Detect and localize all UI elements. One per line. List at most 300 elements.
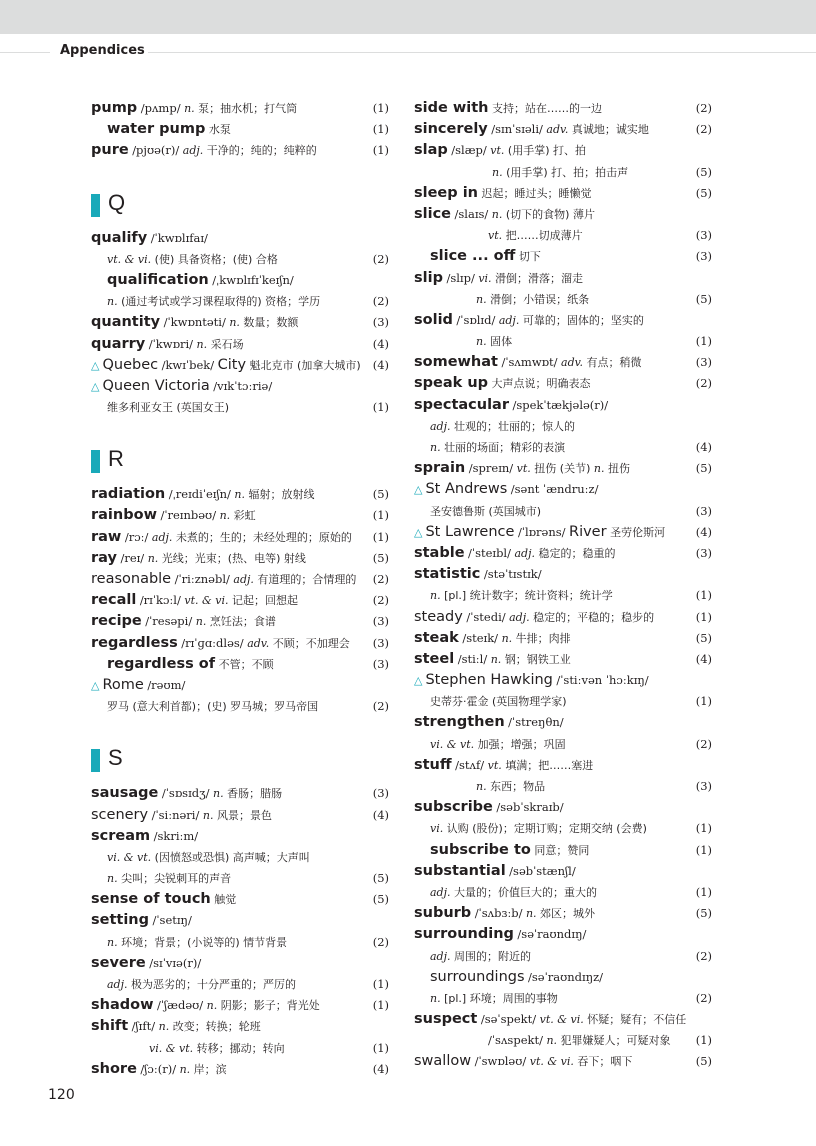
unit-number: (3) xyxy=(372,614,389,629)
definition: [pl.] 统计数字；统计资料；统计学 xyxy=(444,589,613,603)
letter-section-heading xyxy=(91,444,389,484)
part-of-speech: vi. xyxy=(478,271,492,285)
glossary-entry xyxy=(414,204,712,225)
pronunciation: /ˈstiːvən ˈhɔːkɪŋ/ xyxy=(556,673,649,688)
definition: 真诚地；诚实地 xyxy=(571,123,649,137)
headword: spectacular xyxy=(414,396,509,413)
glossary-entry xyxy=(91,249,389,270)
glossary-entry xyxy=(91,312,389,333)
unit-number: (3) xyxy=(695,355,712,370)
letter-section-heading xyxy=(91,743,389,783)
pronunciation: /ˌreɪdiˈeɪʃn/ xyxy=(168,487,231,502)
definition: 数量；数额 xyxy=(243,316,299,330)
pronunciation: /ˈsɒlɪd/ xyxy=(456,312,496,327)
definition: 不顾；不加理会 xyxy=(272,636,350,650)
pronunciation: /ˈʃædəʊ/ xyxy=(156,998,204,1013)
pronunciation: /ˈlɒrəns/ xyxy=(517,524,566,539)
pronunciation: /rɪˈkɔːl/ xyxy=(139,593,181,608)
headword: slice xyxy=(414,205,452,222)
headword: water pump xyxy=(107,121,206,138)
unit-number: (2) xyxy=(695,122,712,137)
headword: slip xyxy=(414,269,443,286)
headword: subscribe xyxy=(414,799,493,816)
part-of-speech: n. xyxy=(107,872,118,886)
unit-number: (2) xyxy=(372,294,389,309)
part-of-speech: vt. xyxy=(490,144,505,158)
definition: 采石场 xyxy=(210,337,244,351)
pronunciation: /ʃɔː(r)/ xyxy=(140,1061,177,1076)
headword: sprain xyxy=(414,460,466,477)
definition: 郊区；城外 xyxy=(540,907,596,921)
glossary-entry xyxy=(91,484,389,505)
definition: 大量的；价值巨大的；重大的 xyxy=(454,885,598,899)
unit-number: (5) xyxy=(695,1054,712,1069)
headword: sleep in xyxy=(414,184,478,201)
pronunciation: /ˈsiːnəri/ xyxy=(151,807,200,822)
glossary-entry xyxy=(414,1030,712,1051)
definition: 稳定的；平稳的；稳步的 xyxy=(533,610,655,624)
glossary-entry xyxy=(414,225,712,246)
glossary-entry xyxy=(414,310,712,331)
headword: ray xyxy=(91,549,117,566)
definition: 未煮的；生的；未经处理的；原始的 xyxy=(175,530,352,544)
glossary-entry xyxy=(414,628,712,649)
part-of-speech: n. xyxy=(491,207,503,221)
glossary-entry xyxy=(414,734,712,755)
definition: 犯罪嫌疑人；可疑对象 xyxy=(560,1034,671,1048)
definition: 扭伤 (关节) xyxy=(534,462,591,476)
unit-number: (1) xyxy=(372,977,389,991)
pronunciation: /ˈresəpi/ xyxy=(145,614,193,629)
glossary-entry xyxy=(414,946,712,967)
unit-number: (2) xyxy=(695,101,712,115)
foreign-name-marker-icon: △ xyxy=(414,674,423,688)
foreign-name-marker-icon: △ xyxy=(414,483,423,497)
glossary-entry xyxy=(414,691,712,712)
glossary-entry xyxy=(414,373,712,394)
definition: 彩虹 xyxy=(233,509,256,523)
definition: 把……切成薄片 xyxy=(505,229,583,243)
headword: surrounding xyxy=(414,926,514,943)
glossary-entry xyxy=(414,840,712,861)
pronunciation: /ˈkwɒri/ xyxy=(148,336,194,351)
pronunciation: /vɪkˈtɔːriə/ xyxy=(213,378,273,393)
glossary-entry xyxy=(91,611,389,632)
unit-number: (1) xyxy=(372,122,389,137)
unit-number: (2) xyxy=(372,251,389,266)
definition: 改变；转换；轮班 xyxy=(172,1020,261,1034)
part-of-speech: n. xyxy=(184,102,195,115)
glossary-entry xyxy=(91,910,389,931)
definition: 水泵 xyxy=(208,123,231,137)
section-letter: S xyxy=(108,745,123,771)
headword: Quebec xyxy=(102,356,159,373)
pronunciation: /ˈstedi/ xyxy=(466,609,506,624)
glossary-entry xyxy=(414,119,712,140)
pronunciation: /ˈsɒsɪdʒ/ xyxy=(161,786,210,801)
part-of-speech: n. xyxy=(476,780,487,793)
definition: (用手掌) 打、拍；拍击声 xyxy=(506,165,629,179)
part-of-speech: adv. xyxy=(546,123,569,137)
part-of-speech: n. xyxy=(546,1034,558,1048)
part-of-speech: n. xyxy=(430,991,441,1005)
pronunciation: /səˈraʊndɪŋ/ xyxy=(517,927,587,942)
part-of-speech: n. xyxy=(430,589,441,603)
definition: 维多利亚女王 (英国女王) xyxy=(107,401,230,415)
glossary-entry xyxy=(414,607,712,628)
headword: Queen Victoria xyxy=(102,377,210,394)
definition: 圣劳伦斯河 xyxy=(610,525,666,539)
pronunciation: /slæp/ xyxy=(451,143,487,158)
unit-number: (1) xyxy=(695,821,712,836)
headword: setting xyxy=(91,912,149,929)
unit-number: (4) xyxy=(695,524,712,539)
glossary-entry xyxy=(414,564,712,585)
headword: suburb xyxy=(414,905,472,922)
glossary-entry xyxy=(91,334,389,355)
section-gap xyxy=(91,162,389,188)
headword: shift xyxy=(91,1018,129,1035)
definition: 滑倒；小错误；纸条 xyxy=(490,292,590,306)
definition: 阴影；影子；背光处 xyxy=(220,999,320,1013)
part-of-speech: n. xyxy=(196,337,208,351)
pronunciation: /ˈkwɒntəti/ xyxy=(163,315,226,330)
definition: 环境；背景；(小说等的) 情节背景 xyxy=(121,935,288,949)
unit-number: (3) xyxy=(372,635,389,650)
headword: radiation xyxy=(91,486,166,503)
headword: recall xyxy=(91,592,137,609)
glossary-entry xyxy=(414,522,712,543)
part-of-speech: n. xyxy=(492,165,503,179)
pronunciation: /ˈstreŋθn/ xyxy=(508,715,564,730)
headword: regardless xyxy=(91,634,178,651)
headword: Stephen Hawking xyxy=(425,672,553,689)
definition: 东西；物品 xyxy=(490,780,546,793)
headword: reasonable xyxy=(91,571,172,587)
headword: sincerely xyxy=(414,121,488,138)
definition: 罗马 (意大利首都)；(史) 罗马城；罗马帝国 xyxy=(107,700,319,714)
glossary-entry xyxy=(91,548,389,569)
unit-number: (1) xyxy=(372,508,389,523)
glossary-entry xyxy=(91,654,389,675)
unit-number: (4) xyxy=(372,1061,389,1076)
unit-number: (3) xyxy=(695,779,712,793)
left-column xyxy=(91,98,389,1080)
pronunciation: /spekˈtækjələ(r)/ xyxy=(512,397,609,412)
part-of-speech: adv. xyxy=(561,356,584,370)
headword: steady xyxy=(414,608,463,625)
glossary-entry xyxy=(414,416,712,437)
glossary-entry xyxy=(414,988,712,1009)
definition: 光线；光束；(热、电等) 射线 xyxy=(161,551,306,565)
glossary-entry xyxy=(91,953,389,974)
glossary-entry xyxy=(414,501,712,522)
headword: pure xyxy=(91,142,129,159)
page-number: 120 xyxy=(48,1087,75,1103)
letter-section-heading xyxy=(91,188,389,228)
unit-number: (2) xyxy=(695,990,712,1005)
pronunciation: /ˈswɒləʊ/ xyxy=(474,1054,527,1069)
definition: [pl.] 环境；周围的事物 xyxy=(444,991,558,1005)
headword: subscribe to xyxy=(430,841,531,858)
glossary-entry xyxy=(414,98,712,119)
unit-number: (5) xyxy=(695,164,712,179)
part-of-speech: n. xyxy=(179,1062,191,1076)
glossary-entry xyxy=(414,1051,712,1072)
glossary-entry xyxy=(414,268,712,289)
glossary-entry xyxy=(414,395,712,416)
headword: stuff xyxy=(414,756,452,773)
part-of-speech: adj. xyxy=(151,530,173,544)
pronunciation: /spreɪn/ xyxy=(468,461,514,476)
unit-number: (1) xyxy=(695,588,712,603)
definition: 史蒂芬·霍金 (英国物理学家) xyxy=(430,695,567,709)
glossary-entry xyxy=(414,967,712,988)
section-marker-bar xyxy=(91,194,100,217)
unit-number: (4) xyxy=(695,651,712,666)
glossary-entry xyxy=(414,924,712,945)
definition: (用手掌) 打、拍 xyxy=(507,144,586,158)
unit-number: (5) xyxy=(695,185,712,200)
pronunciation: /səbˈstænʃl/ xyxy=(509,863,576,878)
definition: 干净的；纯的；纯粹的 xyxy=(206,144,317,158)
headword: raw xyxy=(91,528,122,545)
definition: (切下的食物) 薄片 xyxy=(505,207,595,221)
part-of-speech: vt. & vi. xyxy=(539,1013,584,1027)
pronunciation: /rɪˈɡɑːdləs/ xyxy=(181,635,244,650)
headword: sausage xyxy=(91,785,159,802)
unit-number: (2) xyxy=(695,376,712,391)
glossary-entry xyxy=(414,246,712,267)
part-of-speech: adj. xyxy=(514,546,536,560)
definition: 怀疑；疑有；不信任 xyxy=(587,1013,687,1027)
definition: 转移；挪动；转向 xyxy=(196,1041,285,1055)
definition: 认购 (股份)；定期订购；定期交纳 (会费) xyxy=(446,822,647,836)
pronunciation: /steɪk/ xyxy=(462,630,499,645)
unit-number: (2) xyxy=(695,736,712,751)
glossary-entry xyxy=(91,1016,389,1037)
headword: strengthen xyxy=(414,714,505,731)
headword: scenery xyxy=(91,806,149,823)
definition: 加强；增强；巩固 xyxy=(477,737,566,751)
definition: 有道理的；合情理的 xyxy=(257,573,357,586)
pronunciation: /rɔː/ xyxy=(124,529,149,544)
part-of-speech: n. xyxy=(501,631,513,645)
glossary-entry xyxy=(414,162,712,183)
pronunciation: /pʌmp/ xyxy=(140,101,181,115)
pronunciation: /stəˈtɪstɪk/ xyxy=(483,567,542,582)
unit-number: (3) xyxy=(695,228,712,243)
glossary-entry xyxy=(91,995,389,1016)
unit-number: (5) xyxy=(695,461,712,476)
part-of-speech: vt. xyxy=(487,758,502,772)
definition: 壮观的；壮丽的；惊人的 xyxy=(454,419,576,433)
right-column xyxy=(414,98,712,1073)
glossary-entry xyxy=(414,479,712,500)
part-of-speech: n. xyxy=(490,652,502,666)
unit-number: (4) xyxy=(372,357,389,372)
headword: quantity xyxy=(91,314,161,331)
pronunciation: /ˈsʌbɜːb/ xyxy=(474,906,523,921)
pronunciation: /skriːm/ xyxy=(153,828,199,843)
unit-number: (5) xyxy=(695,906,712,921)
part-of-speech: n. xyxy=(219,509,231,523)
definition: 切下 xyxy=(518,250,541,264)
section-gap xyxy=(91,418,389,444)
part-of-speech: adj. xyxy=(498,313,520,327)
part-of-speech: adj. xyxy=(182,144,204,158)
headword: Rome xyxy=(102,676,144,693)
headword-suffix: River xyxy=(569,523,607,540)
definition: 烹饪法；食谱 xyxy=(209,615,276,629)
unit-number: (4) xyxy=(372,336,389,351)
unit-number: (1) xyxy=(372,998,389,1013)
glossary-entry xyxy=(414,1009,712,1030)
part-of-speech: adj. xyxy=(107,978,128,991)
glossary-entry xyxy=(91,140,389,161)
pronunciation: /ˈriːznəbl/ xyxy=(174,572,230,586)
headword: solid xyxy=(414,311,453,328)
unit-number: (3) xyxy=(372,656,389,671)
glossary-entry xyxy=(414,776,712,797)
unit-number: (1) xyxy=(695,1033,712,1048)
unit-number: (1) xyxy=(695,842,712,857)
part-of-speech: n. xyxy=(234,488,245,502)
headword: quarry xyxy=(91,335,146,352)
part-of-speech: n. xyxy=(147,551,159,565)
definition: 支持；站在……的一边 xyxy=(491,102,602,115)
pronunciation: /ˈsteɪbl/ xyxy=(468,545,511,560)
part-of-speech: vt. xyxy=(516,462,531,476)
definition: 牛排；肉排 xyxy=(515,631,571,645)
definition: 填满；把……塞进 xyxy=(505,758,594,772)
pronunciation: /slaɪs/ xyxy=(454,206,489,221)
foreign-name-marker-icon: △ xyxy=(91,379,100,393)
definition: 大声点说；明确表态 xyxy=(491,377,591,391)
glossary-entry xyxy=(91,291,389,312)
definition: 泵；抽水机；打气筒 xyxy=(198,102,298,115)
part-of-speech: vi. & vt. xyxy=(430,737,475,751)
part-of-speech: n. xyxy=(202,808,214,822)
header-rule-left xyxy=(0,52,50,53)
headword: slice ... off xyxy=(430,248,516,265)
definition: 吞下；咽下 xyxy=(577,1055,633,1069)
glossary-entry xyxy=(414,712,712,733)
pronunciation: /səˈspekt/ xyxy=(480,1012,537,1027)
headword: rainbow xyxy=(91,507,157,524)
definition: 极为恶劣的；十分严重的；严厉的 xyxy=(131,978,297,991)
definition: 固体 xyxy=(490,335,513,349)
definition: 滑倒；滑落；溜走 xyxy=(495,271,584,285)
glossary-entry xyxy=(414,437,712,458)
unit-number: (3) xyxy=(695,503,712,518)
part-of-speech: adv. xyxy=(247,636,270,650)
glossary-entry xyxy=(91,270,389,291)
glossary-entry xyxy=(414,861,712,882)
unit-number: (3) xyxy=(372,315,389,330)
glossary-entry xyxy=(414,755,712,776)
glossary-entry xyxy=(91,826,389,847)
definition: 同意；赞同 xyxy=(534,843,590,857)
headword: qualify xyxy=(91,229,148,246)
unit-number: (2) xyxy=(695,948,712,963)
definition: 圣安德鲁斯 (英国城市) xyxy=(430,504,542,518)
headword: shore xyxy=(91,1060,137,1077)
pronunciation: /sɪnˈsɪəli/ xyxy=(491,122,543,137)
part-of-speech: vt. xyxy=(488,229,503,243)
glossary-entry xyxy=(91,805,389,826)
part-of-speech: n. xyxy=(107,935,118,949)
headword: statistic xyxy=(414,566,481,583)
part-of-speech: n. xyxy=(476,335,487,349)
pronunciation: /səbˈskraɪb/ xyxy=(496,800,564,815)
part-of-speech: vt. & vi. xyxy=(107,252,152,266)
glossary-entry xyxy=(91,783,389,804)
pronunciation: /kwɪˈbek/ xyxy=(161,357,215,372)
glossary-entry xyxy=(91,1059,389,1080)
unit-number: (1) xyxy=(372,529,389,544)
pronunciation: /ˈsetɪŋ/ xyxy=(152,913,192,928)
part-of-speech: adj. xyxy=(233,573,254,586)
glossary-entry xyxy=(91,932,389,953)
unit-number: (2) xyxy=(372,699,389,714)
section-letter: Q xyxy=(108,189,126,215)
top-band xyxy=(0,0,816,34)
part-of-speech: n. xyxy=(158,1020,170,1034)
header-rule xyxy=(148,52,816,53)
headword: swallow xyxy=(414,1053,472,1070)
definition: (通过考试或学习课程取得的) 资格；学历 xyxy=(121,295,321,309)
part-of-speech: n. xyxy=(476,292,487,306)
part-of-speech: n. xyxy=(525,907,537,921)
headword: steel xyxy=(414,650,455,667)
section-title: Appendices xyxy=(60,43,145,58)
part-of-speech: n. xyxy=(107,295,118,309)
glossary-entry xyxy=(414,649,712,670)
headword: pump xyxy=(91,100,138,116)
glossary-entry xyxy=(414,289,712,310)
glossary-entry xyxy=(91,868,389,889)
glossary-entry xyxy=(414,352,712,373)
pronunciation: /ˈkwɒlɪfaɪ/ xyxy=(150,230,208,245)
unit-number: (1) xyxy=(372,143,389,158)
definition: 魁北克市 (加拿大城市) xyxy=(249,358,361,372)
unit-number: (4) xyxy=(695,440,712,454)
headword: sense of touch xyxy=(91,891,211,908)
glossary-entry xyxy=(91,675,389,696)
pronunciation: /rəʊm/ xyxy=(147,677,186,692)
definition: 辐射；放射线 xyxy=(248,488,315,502)
definition: 不管；不顾 xyxy=(218,657,274,671)
definition: 尖叫；尖锐刺耳的声音 xyxy=(121,872,232,886)
glossary-entry xyxy=(414,543,712,564)
headword-suffix: City xyxy=(217,356,247,373)
pronunciation: /ˌkwɒlɪfɪˈkeɪʃn/ xyxy=(212,272,294,287)
unit-number: (1) xyxy=(695,334,712,349)
part-of-speech: adj. xyxy=(430,949,451,963)
glossary-entry xyxy=(91,119,389,140)
definition: 扭伤 xyxy=(607,462,630,476)
foreign-name-marker-icon: △ xyxy=(91,358,100,372)
glossary-entry xyxy=(91,228,389,249)
headword: steak xyxy=(414,629,459,646)
definition: 迟起；睡过头；睡懒觉 xyxy=(481,186,592,200)
foreign-name-marker-icon: △ xyxy=(91,678,100,692)
unit-number: (5) xyxy=(372,550,389,565)
unit-number: (1) xyxy=(372,400,389,415)
unit-number: (1) xyxy=(695,884,712,899)
unit-number: (3) xyxy=(372,786,389,801)
